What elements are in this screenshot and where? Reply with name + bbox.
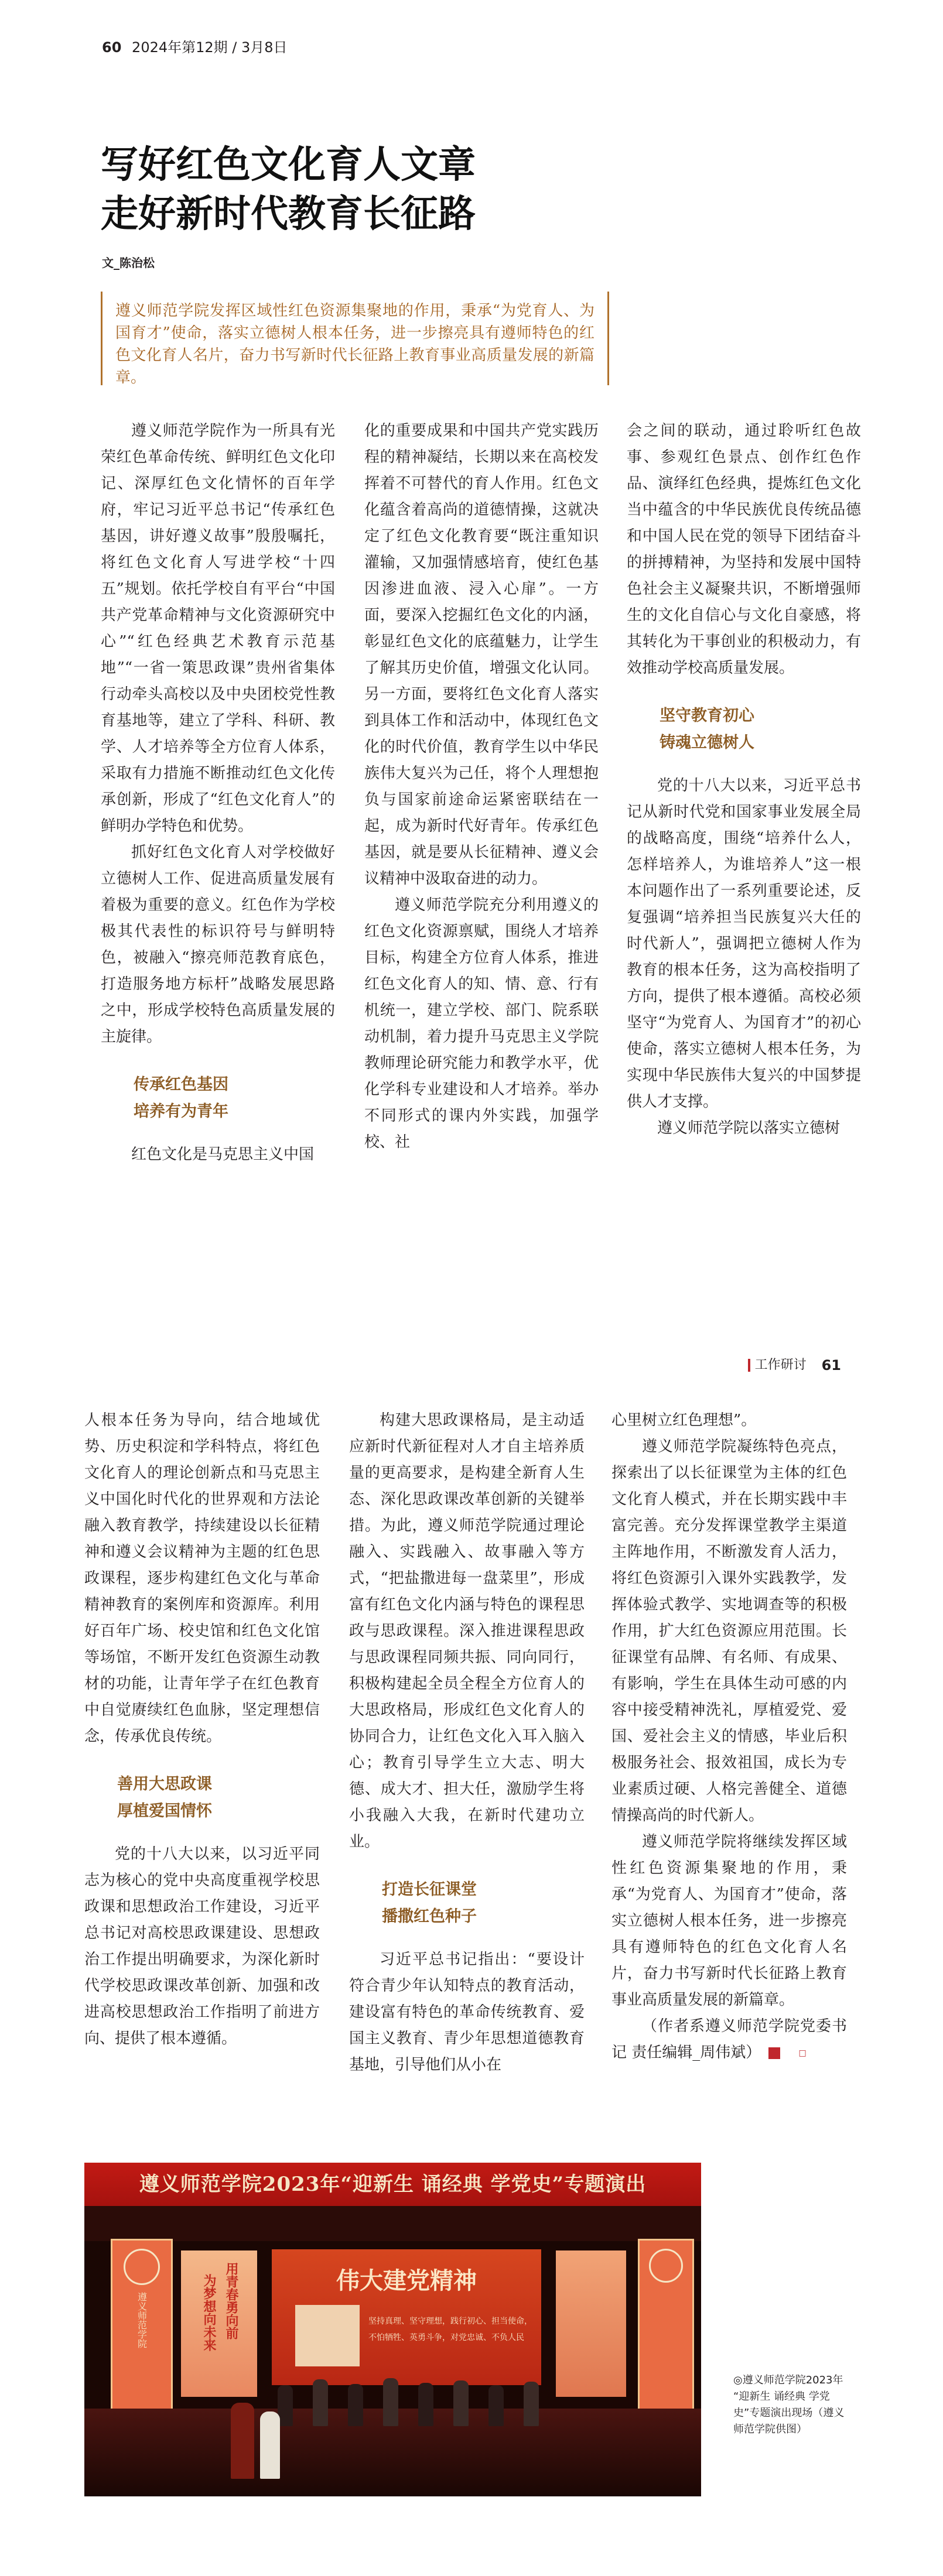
paragraph: 红色文化是马克思主义中国 [131, 1146, 315, 1163]
page-number: 61 [821, 1357, 841, 1373]
performer [453, 2380, 469, 2426]
paragraph: 心里树立红色理想”。 [611, 1412, 757, 1429]
section-name: 工作研讨 [754, 1358, 807, 1372]
caption-line: 史”专题演出现场（遵义 [733, 2407, 845, 2419]
paragraph: 化的重要成果和中国共产党实践历程的精神凝结，长期以来在高校发挥着不可替代的育人作用。红色文化蕴含着高尚的道德情操，这就决定了红色文化教育要“既注重知识灌输，又加强情感培育，使红色基因渗进血液、浸入心扉”。一方面，要深入挖掘红色文化的内涵，彰显红色文化的底蕴魅力，让学生了解其历史价值，增强文化认同。另一方面，要将红色文化育人落实到具体工作和活动中，体现红色文化的时代价值，教育学生以中华民族伟大复兴为己任，将个人理想抱负与国家前途命运紧密联结在一起，成为新时代好青年。传承红色基因，就是要从长征精神、遵义会议精神中汲取奋进的动力。 [364, 422, 599, 888]
page-number: 60 [102, 39, 122, 56]
paragraph: 遵义师范学院凝练特色亮点，探索出了以长征课堂为主体的红色文化育人模式，并在长期实践中丰富完善。充分发挥课堂教学主渠道主阵地作用，不断激发育人活力，将红色资源引入课外实践教学，发挥体验式教学、实地调查等的积极作用，扩大红色资源应用范围。长征课堂有品牌、有名师、有成果、有影响，学生在具体生动可感的内容中接受精神洗礼，厚植爱党、爱国、爱社会主义的情感，毕业后积极服务社会、报效祖国，成长为专业素质过硬、人格完善健全、道德情操高尚的时代新人。 [611, 1438, 847, 1824]
front-performer [231, 2403, 254, 2479]
lead-text: 遵义师范学院发挥区域性红色资源集聚地的作用，秉承“为党育人、为国育才”使命，落实立德树人根本任务，进一步擦亮具有遵师特色的红色文化育人名片，奋力书写新时代长征路上教育事业高质量发展的新篇章。 [115, 302, 594, 386]
paragraph: 党的十八大以来，习近平总书记从新时代党和国家事业发展全局的战略高度，围绕“培养什么人，怎样培养人，为谁培养人”这一根本问题作出了一系列重要论述，反复强调“培养担当民族复兴大任的时代新人”，强调把立德树人作为教育的根本任务，这为高校指明了方向，提供了根本遵循。高校必须坚守“为党育人、为国育才”的初心使命，落实立德树人根本任务，为实现中华民族伟大复兴的中国梦提供人才支撑。 [627, 777, 861, 1111]
side-board-logo [649, 2249, 683, 2283]
stage-curtain [84, 2206, 701, 2241]
page60-column-2 [364, 418, 599, 1156]
byline: 文_陈治松 [102, 256, 155, 270]
author-note-text: （作者系遵义师范学院党委书记 责任编辑_周伟斌） [611, 2017, 847, 2061]
section-marker [748, 1359, 750, 1372]
subheading-2-line-1: 坚守教育初心 [660, 707, 754, 725]
page61-column-2 [349, 1407, 585, 2078]
subheading-4-line-2: 播撒红色种子 [382, 1907, 477, 1926]
page-header-right [748, 1356, 841, 1374]
paragraph: 遵义师范学院将继续发挥区域性红色资源集聚地的作用，秉承“为党育人、为国育才”使命，落实立德树人根本任务，进一步擦亮具有遵师特色的红色文化育人名片，奋力书写新时代长征路上教育事业高质量发展的新篇章。 [611, 1833, 847, 2009]
subheading-3 [84, 1771, 320, 1825]
screen-text-line-2: 不怕牺牲、英勇斗争，对党忠诚、不负人民 [368, 2333, 524, 2342]
paragraph: 党的十八大以来，以习近平同志为核心的党中央高度重视学校思政课和思想政治工作建设，习近平总书记对高校思政课建设、思想政治工作提出明确要求，为深化新时代学校思政课改革创新、加强和改进高校思想政治工作指明了前进方向、提供了根本遵循。 [84, 1845, 320, 2047]
subheading-1 [101, 1071, 335, 1125]
page61-column-3 [611, 1407, 847, 2066]
subheading-4 [349, 1876, 585, 1930]
performance-photo [84, 2163, 701, 2496]
subheading-4-line-1: 打造长征课堂 [382, 1880, 477, 1899]
subheading-2 [627, 703, 861, 756]
paragraph: 抓好红色文化育人对学校做好立德树人工作、促进高质量发展有着极为重要的意义。红色作为学校极其代表性的标识符号与鲜明特色，被融入“擦亮师范教育底色，打造服务地方标杆”战略发展思路之中，形成学校特色高质量发展的主旋律。 [101, 844, 335, 1046]
performer [348, 2384, 363, 2426]
subheading-3-line-2: 厚植爱国情怀 [117, 1802, 212, 1820]
performer [383, 2378, 398, 2426]
photo-banner-text: 遵义师范学院2023年“迎新生 诵经典 学党史”专题演出 [139, 2173, 647, 2196]
side-board-logo [124, 2249, 160, 2285]
front-performer [260, 2411, 280, 2479]
left-led-screen [181, 2250, 257, 2397]
caption-line: 师范学院供图） [733, 2423, 807, 2435]
subheading-2-line-2: 铸魂立德树人 [660, 734, 754, 752]
paragraph: 遵义师范学院以落实立德树 [657, 1119, 840, 1137]
performer [488, 2385, 504, 2426]
screen-text-line-1: 坚持真理、坚守理想，践行初心、担当使命， [368, 2317, 532, 2326]
end-mark: □ [768, 2047, 780, 2059]
paragraph: 遵义师范学院充分利用遵义的红色文化资源禀赋，围绕人才培养目标，构建全方位育人体系，推进红色文化育人的知、情、意、行有机统一，建立学校、部门、院系联动机制，着力提升马克思主义学院教师理论研究能力和教学水平，优化学科专业建设和人才培养。举办不同形式的课内外实践，加强学校、社 [364, 896, 599, 1151]
lead-box [101, 292, 609, 385]
article-title [101, 141, 476, 239]
left-side-board [111, 2239, 173, 2418]
page60-column-1 [101, 418, 335, 1168]
left-screen-line-2: 为梦想向未来 [201, 2274, 217, 2351]
side-board-text: 遵义师范学院 [136, 2292, 148, 2348]
title-line-2: 走好新时代教育长征路 [101, 192, 476, 236]
issue-info: 2024年第12期 / 3月8日 [132, 39, 288, 56]
right-side-board [638, 2239, 694, 2418]
paragraph: 构建大思政课格局，是主动适应新时代新征程对人才自主培养质量的更高要求，是构建全新育人生态、深化思政课改革创新的关键举措。为此，遵义师范学院通过理论融入、实践融入、故事融入等方式，“把盐撒进每一盘菜里”，形成富有红色文化内涵与特色的课程思政与思政课程。深入推进课程思政与思政课程同频共振、同向同行，积极构建起全员全程全方位育人的大思政格局，形成红色文化育人的协同合力，让红色文化入耳入脑入心；教育引导学生立大志、明大德、成大才、担大任，激励学生将小我融入大我，在新时代建功立业。 [349, 1412, 585, 1851]
subheading-1-line-2: 培养有为青年 [134, 1102, 228, 1121]
screen-monument [295, 2305, 360, 2366]
title-line-1: 写好红色文化育人文章 [101, 143, 476, 187]
left-screen-line-1: 用青春勇向前 [224, 2262, 239, 2339]
author-note [611, 2013, 847, 2066]
photo-caption [733, 2372, 856, 2438]
paragraph: 遵义师范学院作为一所具有光荣红色革命传统、鲜明红色文化印记、深厚红色文化情怀的百年学府，牢记习近平总书记“传承红色基因，讲好遵义故事”殷殷嘱托，将红色文化育人写进学校“十四五”规划。依托学校自有平台“中国共产党革命精神与文化资源研究中心”“红色经典艺术教育示范基地”“一省一策思政课”贵州省集体行动牵头高校以及中央团校党性教育基地等，建立了学科、科研、教学、人才培养等全方位育人体系，采取有力措施不断推动红色文化传承创新，形成了“红色文化育人”的鲜明办学特色和优势。 [101, 422, 335, 835]
performer-group [278, 2373, 570, 2426]
paragraph: 习近平总书记指出：“要设计符合青少年认知特点的教育活动，建设富有特色的革命传统教育、爱国主义教育、青少年思想道德教育基地，引导他们从小在 [349, 1951, 585, 2074]
caption-line: ◎遵义师范学院2023年 [733, 2374, 843, 2386]
performer [313, 2379, 328, 2426]
subheading-3-line-1: 善用大思政课 [117, 1775, 212, 1793]
center-led-screen [272, 2249, 541, 2385]
paragraph: 人根本任务为导向，结合地域优势、历史积淀和学科特点，将红色文化育人的理论创新点和马克思主义中国化时代化的世界观和方法论融入教育教学，持续建设以长征精神和遵义会议精神为主题的红色思政课程，逐步构建红色文化与革命精神教育的案例库和资源库。利用好百年广场、校史馆和红色文化馆等场馆，不断开发红色资源生动教材的功能，让青年学子在红色教育中自觉赓续红色血脉，坚定理想信念，传承优良传统。 [84, 1412, 320, 1745]
caption-line: “迎新生 诵经典 学党 [733, 2390, 830, 2403]
page60-column-3 [627, 418, 861, 1142]
photo-banner [84, 2163, 701, 2206]
page-header-left [102, 39, 288, 56]
performer [524, 2382, 539, 2426]
page61-column-1 [84, 1407, 320, 2052]
subheading-1-line-1: 传承红色基因 [134, 1075, 228, 1094]
screen-title: 伟大建党精神 [336, 2267, 477, 2294]
performer [418, 2383, 433, 2426]
paragraph: 会之间的联动，通过聆听红色故事、参观红色景点、创作红色作品、演绎红色经典，提炼红色文化当中蕴含的中华民族优良传统品德和中国人民在党的领导下团结奋斗的拼搏精神，为坚持和发展中国特色社会主义凝聚共识，不断增强师生的文化自信心与文化自豪感，将其转化为干事创业的积极动力，有效推动学校高质量发展。 [627, 422, 861, 677]
